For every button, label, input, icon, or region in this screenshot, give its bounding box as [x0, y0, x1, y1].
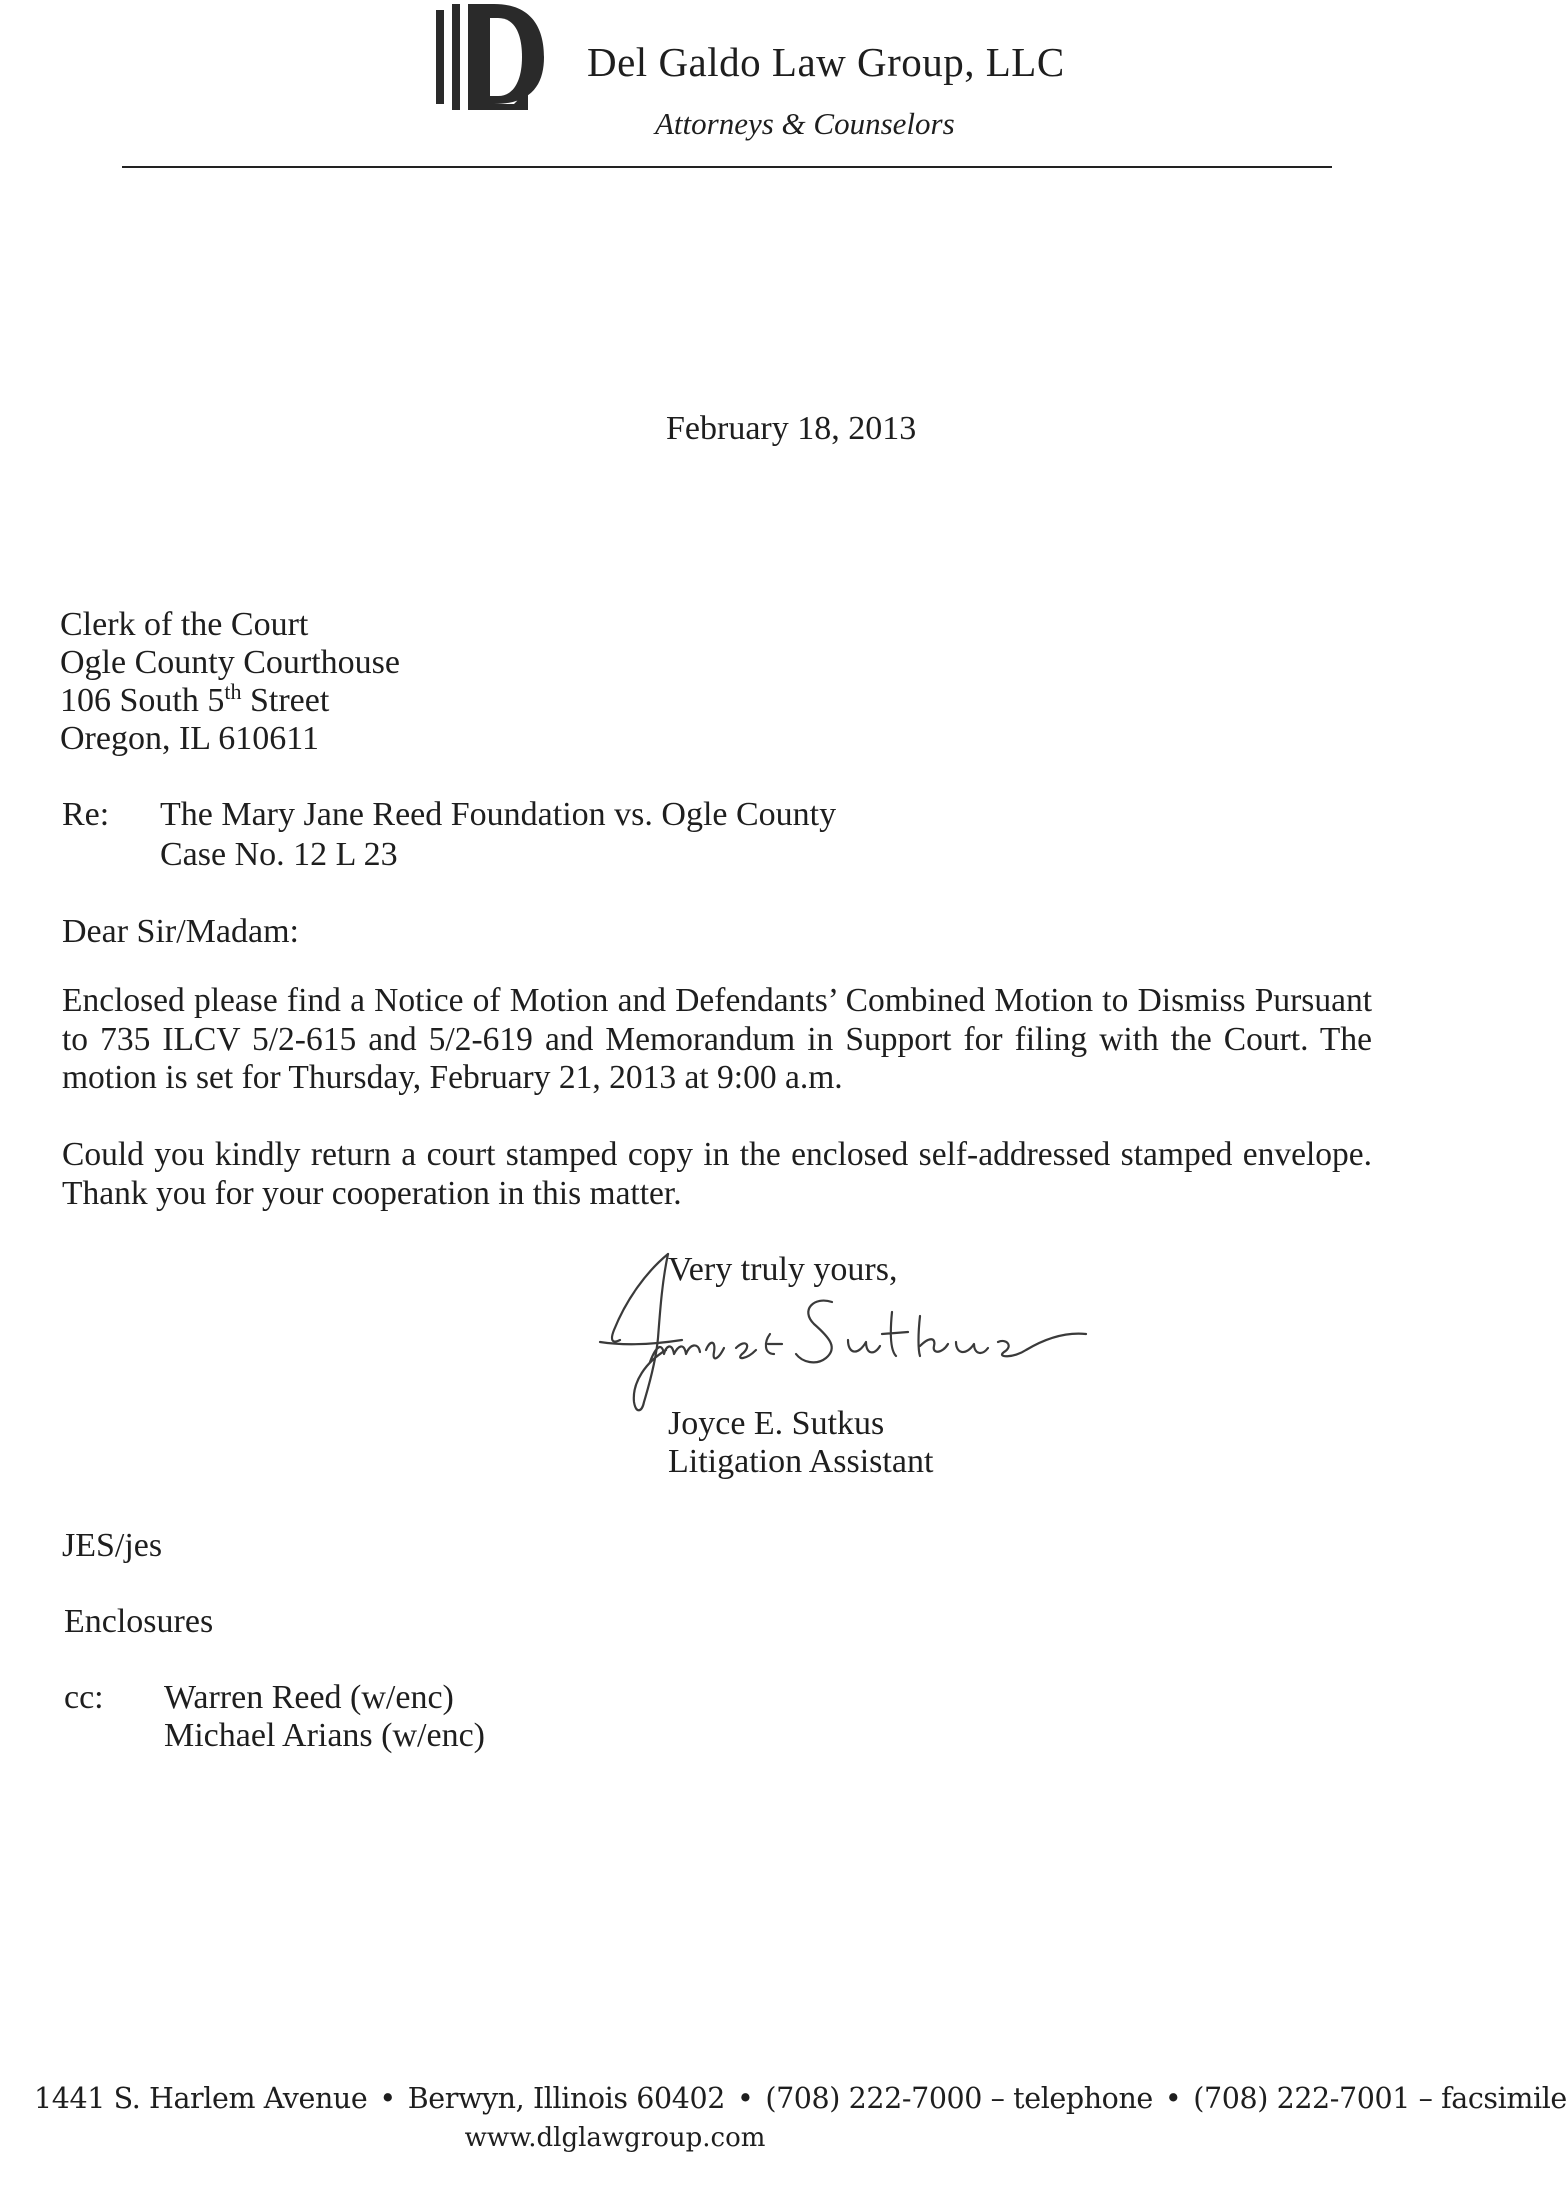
letterhead-rule: [122, 166, 1332, 168]
recipient-street-name: Street: [241, 682, 330, 719]
bullet-separator: •: [379, 2082, 396, 2115]
footer-city: Berwyn, Illinois 60402: [407, 2082, 725, 2115]
closing: Very truly yours,: [668, 1251, 898, 1288]
cc-recipient: Warren Reed (w/enc): [164, 1679, 454, 1716]
salutation: Dear Sir/Madam:: [62, 913, 299, 950]
firm-logo: [436, 4, 556, 110]
typist-initials: JES/jes: [62, 1527, 163, 1564]
recipient-line-3: [60, 679, 330, 720]
firm-name: Del Galdo Law Group, LLC: [587, 39, 1065, 85]
footer-facsimile: (708) 222-7001 – facsimile: [1193, 2082, 1567, 2115]
re-case-number: Case No. 12 L 23: [160, 836, 398, 873]
signer-name: Joyce E. Sutkus: [668, 1405, 885, 1442]
footer-address: 1441 S. Harlem Avenue: [34, 2082, 368, 2115]
firm-tagline: Attorneys & Counselors: [655, 106, 955, 141]
letter-date: February 18, 2013: [666, 410, 917, 447]
handwritten-signature: [586, 1242, 1182, 1420]
enclosures-note: Enclosures: [64, 1603, 214, 1640]
bullet-separator: •: [1164, 2082, 1182, 2115]
body-paragraph-2: Could you kindly return a court stamped copy in the enclosed self-addressed stamped envelope. Thank you for your cooperation in this matter.: [62, 1136, 1372, 1212]
cc-label: cc:: [64, 1679, 104, 1716]
recipient-line-2: Ogle County Courthouse: [60, 644, 400, 681]
body-paragraph-1: Enclosed please find a Notice of Motion and Defendants’ Combined Motion to Dismiss Pursuant to 735 ILCV 5/2-615 and 5/2-619 and Memorandum in Support for filing with the Court. The motion is set for Thursday, February 21, 2013 at 9:00 a.m.: [62, 982, 1372, 1096]
footer-website: www.dlglawgroup.com: [464, 2123, 766, 2153]
signer-title: Litigation Assistant: [668, 1443, 934, 1480]
footer-contact-line: [34, 2082, 1567, 2115]
recipient-street-ordinal: th: [224, 679, 242, 704]
recipient-street-number: 106 South 5: [60, 682, 225, 719]
re-label: Re:: [62, 796, 110, 833]
recipient-line-4: Oregon, IL 610611: [60, 720, 320, 757]
bullet-separator: •: [736, 2082, 754, 2115]
recipient-line-1: Clerk of the Court: [60, 606, 309, 643]
cc-recipient: Michael Arians (w/enc): [164, 1717, 485, 1754]
re-case-title: The Mary Jane Reed Foundation vs. Ogle County: [160, 796, 837, 833]
footer-telephone: (708) 222-7000 – telephone: [765, 2082, 1153, 2115]
